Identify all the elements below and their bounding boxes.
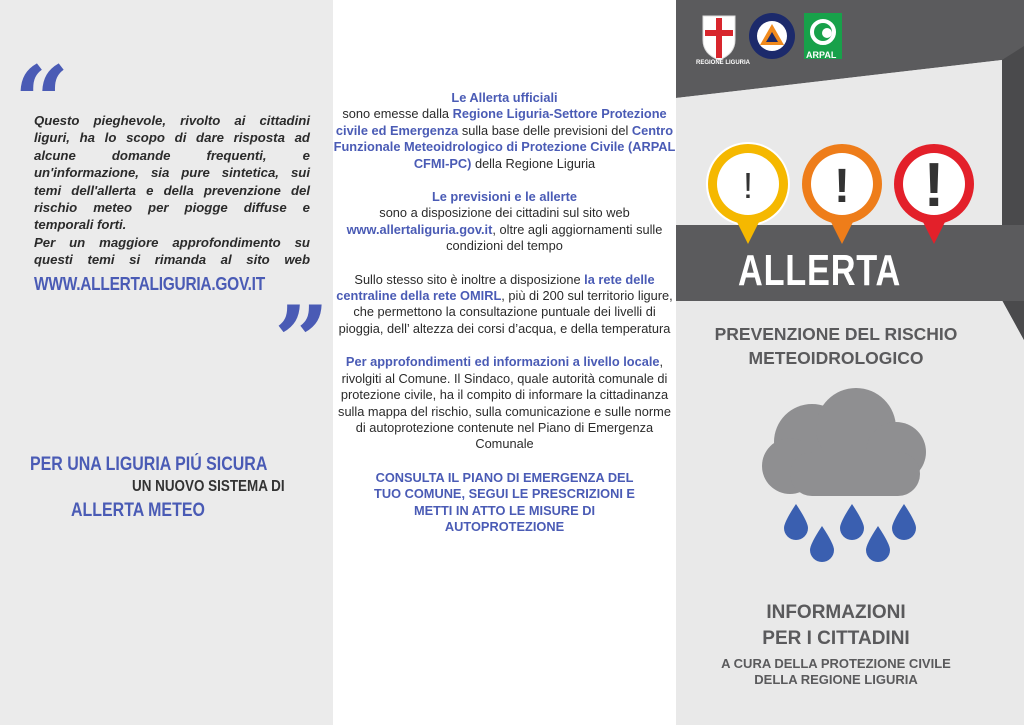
- info-title-line: INFORMAZIONI: [766, 602, 906, 623]
- highlight-omirl: la rete delle centraline della rete OMIRL: [336, 271, 655, 304]
- highlight-regione: Regione Liguria-Settore Protezione civile ed Emergenza: [335, 106, 667, 138]
- intro-line: un'informazione, sia pure sintetica, sui: [34, 165, 310, 181]
- red-alert-icon: [894, 144, 974, 244]
- allertaliguria-link[interactable]: www.allertaliguria.gov.it: [346, 221, 493, 237]
- regione-liguria-label: REGIONE LIGURIA: [696, 60, 751, 66]
- slogan-line-3: ALLERTA METEO: [71, 500, 205, 521]
- text-run: sono a disposizione dei cittadini sul sito web: [379, 205, 630, 221]
- prevention-title: [676, 322, 996, 370]
- intro-line: rischio meteo per piogge diffuse e: [34, 200, 310, 216]
- text-run: Sullo stesso sito è inoltre a disposizione: [354, 271, 585, 287]
- left-panel: [0, 0, 333, 725]
- rain-cloud-icon: [750, 386, 950, 566]
- intro-line: Questo pieghevole, rivolto ai cittadini: [34, 113, 310, 128]
- text-run: della Regione Liguria: [471, 155, 596, 171]
- open-quote-icon: “: [14, 45, 70, 158]
- consult-callout: CONSULTA IL PIANO DI EMERGENZA DEL TUO COMUNE, SEGUI LE PRESCRIZIONI E METTI IN ATTO LE MISURE DI AUTOPROTEZIONE: [374, 469, 635, 534]
- paragraph-omirl: [333, 272, 676, 338]
- curated-by-line: A CURA DELLA PROTEZIONE CIVILE: [721, 656, 951, 671]
- arpal-label: ARPAL: [806, 50, 837, 60]
- curated-by-line: DELLA REGIONE LIGURIA: [754, 672, 918, 687]
- text-run: sono emesse dalla: [342, 106, 453, 122]
- paragraph-title: Le Allerta ufficiali: [451, 90, 558, 105]
- yellow-alert-icon: [706, 142, 790, 244]
- logo-row: [696, 10, 856, 70]
- text-run: , oltre agli aggiornamenti sulle condizioni del tempo: [446, 221, 663, 254]
- text-run: , più di 200 sul territorio ligure, che permettono la consultazione puntuale dei livelli di pioggia, dell’ altezza dei corsi d’acqua, e della temperatura: [338, 288, 673, 336]
- intro-line: alcune domande frequenti, e: [34, 147, 310, 163]
- highlight-centro-funzionale: Centro Funzionale Meteoidrologico di Protezione Civile (ARPAL CFMI-PC): [333, 122, 676, 171]
- orange-alert-icon: [802, 144, 882, 244]
- paragraph-title: Le previsioni e le allerte: [431, 189, 578, 205]
- info-title: [676, 600, 996, 652]
- alert-mark: !: [834, 160, 850, 213]
- middle-panel: [333, 0, 676, 725]
- intro-line: temporali forti.: [34, 217, 127, 233]
- info-title-line: PER I CITTADINI: [762, 628, 910, 649]
- prevention-title-line: METEOIDROLOGICO: [748, 348, 924, 368]
- text-run: , rivolgiti al Comune. Il Sindaco, quale autorità comunale di protezione civile, ha il compito di informare la cittadinanza sulla mappa del rischio, sulla comunicazione e sulle norme di autoprotezione contenute nel Piano di Emergenza Comunale: [338, 354, 671, 452]
- paragraph-comune: [333, 354, 676, 452]
- text-run: sulla base delle previsioni del: [458, 122, 632, 138]
- site-url-link[interactable]: WWW.ALLERTALIGURIA.GOV.IT: [34, 274, 265, 294]
- intro-paragraph: [34, 112, 310, 269]
- alert-mark: !: [923, 151, 945, 220]
- intro-line: temi dell'allerta e della prevenzione del: [34, 182, 310, 198]
- alert-mark: !: [742, 165, 754, 206]
- allerta-title: ALLERTA: [738, 246, 902, 295]
- prevention-title-line: PREVENZIONE DEL RISCHIO: [714, 324, 958, 344]
- curated-by: [676, 656, 996, 688]
- paragraph-allerta-ufficiali: [333, 90, 676, 172]
- middle-text: [333, 90, 676, 552]
- intro-line: questi temi si rimanda al sito web: [34, 252, 310, 268]
- slogan-line-2: UN NUOVO SISTEMA DI: [132, 478, 285, 495]
- right-panel: [676, 0, 1024, 725]
- paragraph-previsioni: [333, 189, 676, 255]
- protezione-civile-logo: [748, 12, 796, 60]
- intro-line: liguri, ha lo scopo di dare risposta ad: [34, 130, 310, 146]
- close-quote-icon: ”: [274, 285, 330, 398]
- intro-line: Per un maggiore approfondimento su: [34, 234, 310, 250]
- highlight-approfondimenti: Per approfondimenti ed informazioni a livello locale: [345, 354, 660, 370]
- slogan-line-1: PER UNA LIGURIA PIÚ SICURA: [30, 454, 268, 475]
